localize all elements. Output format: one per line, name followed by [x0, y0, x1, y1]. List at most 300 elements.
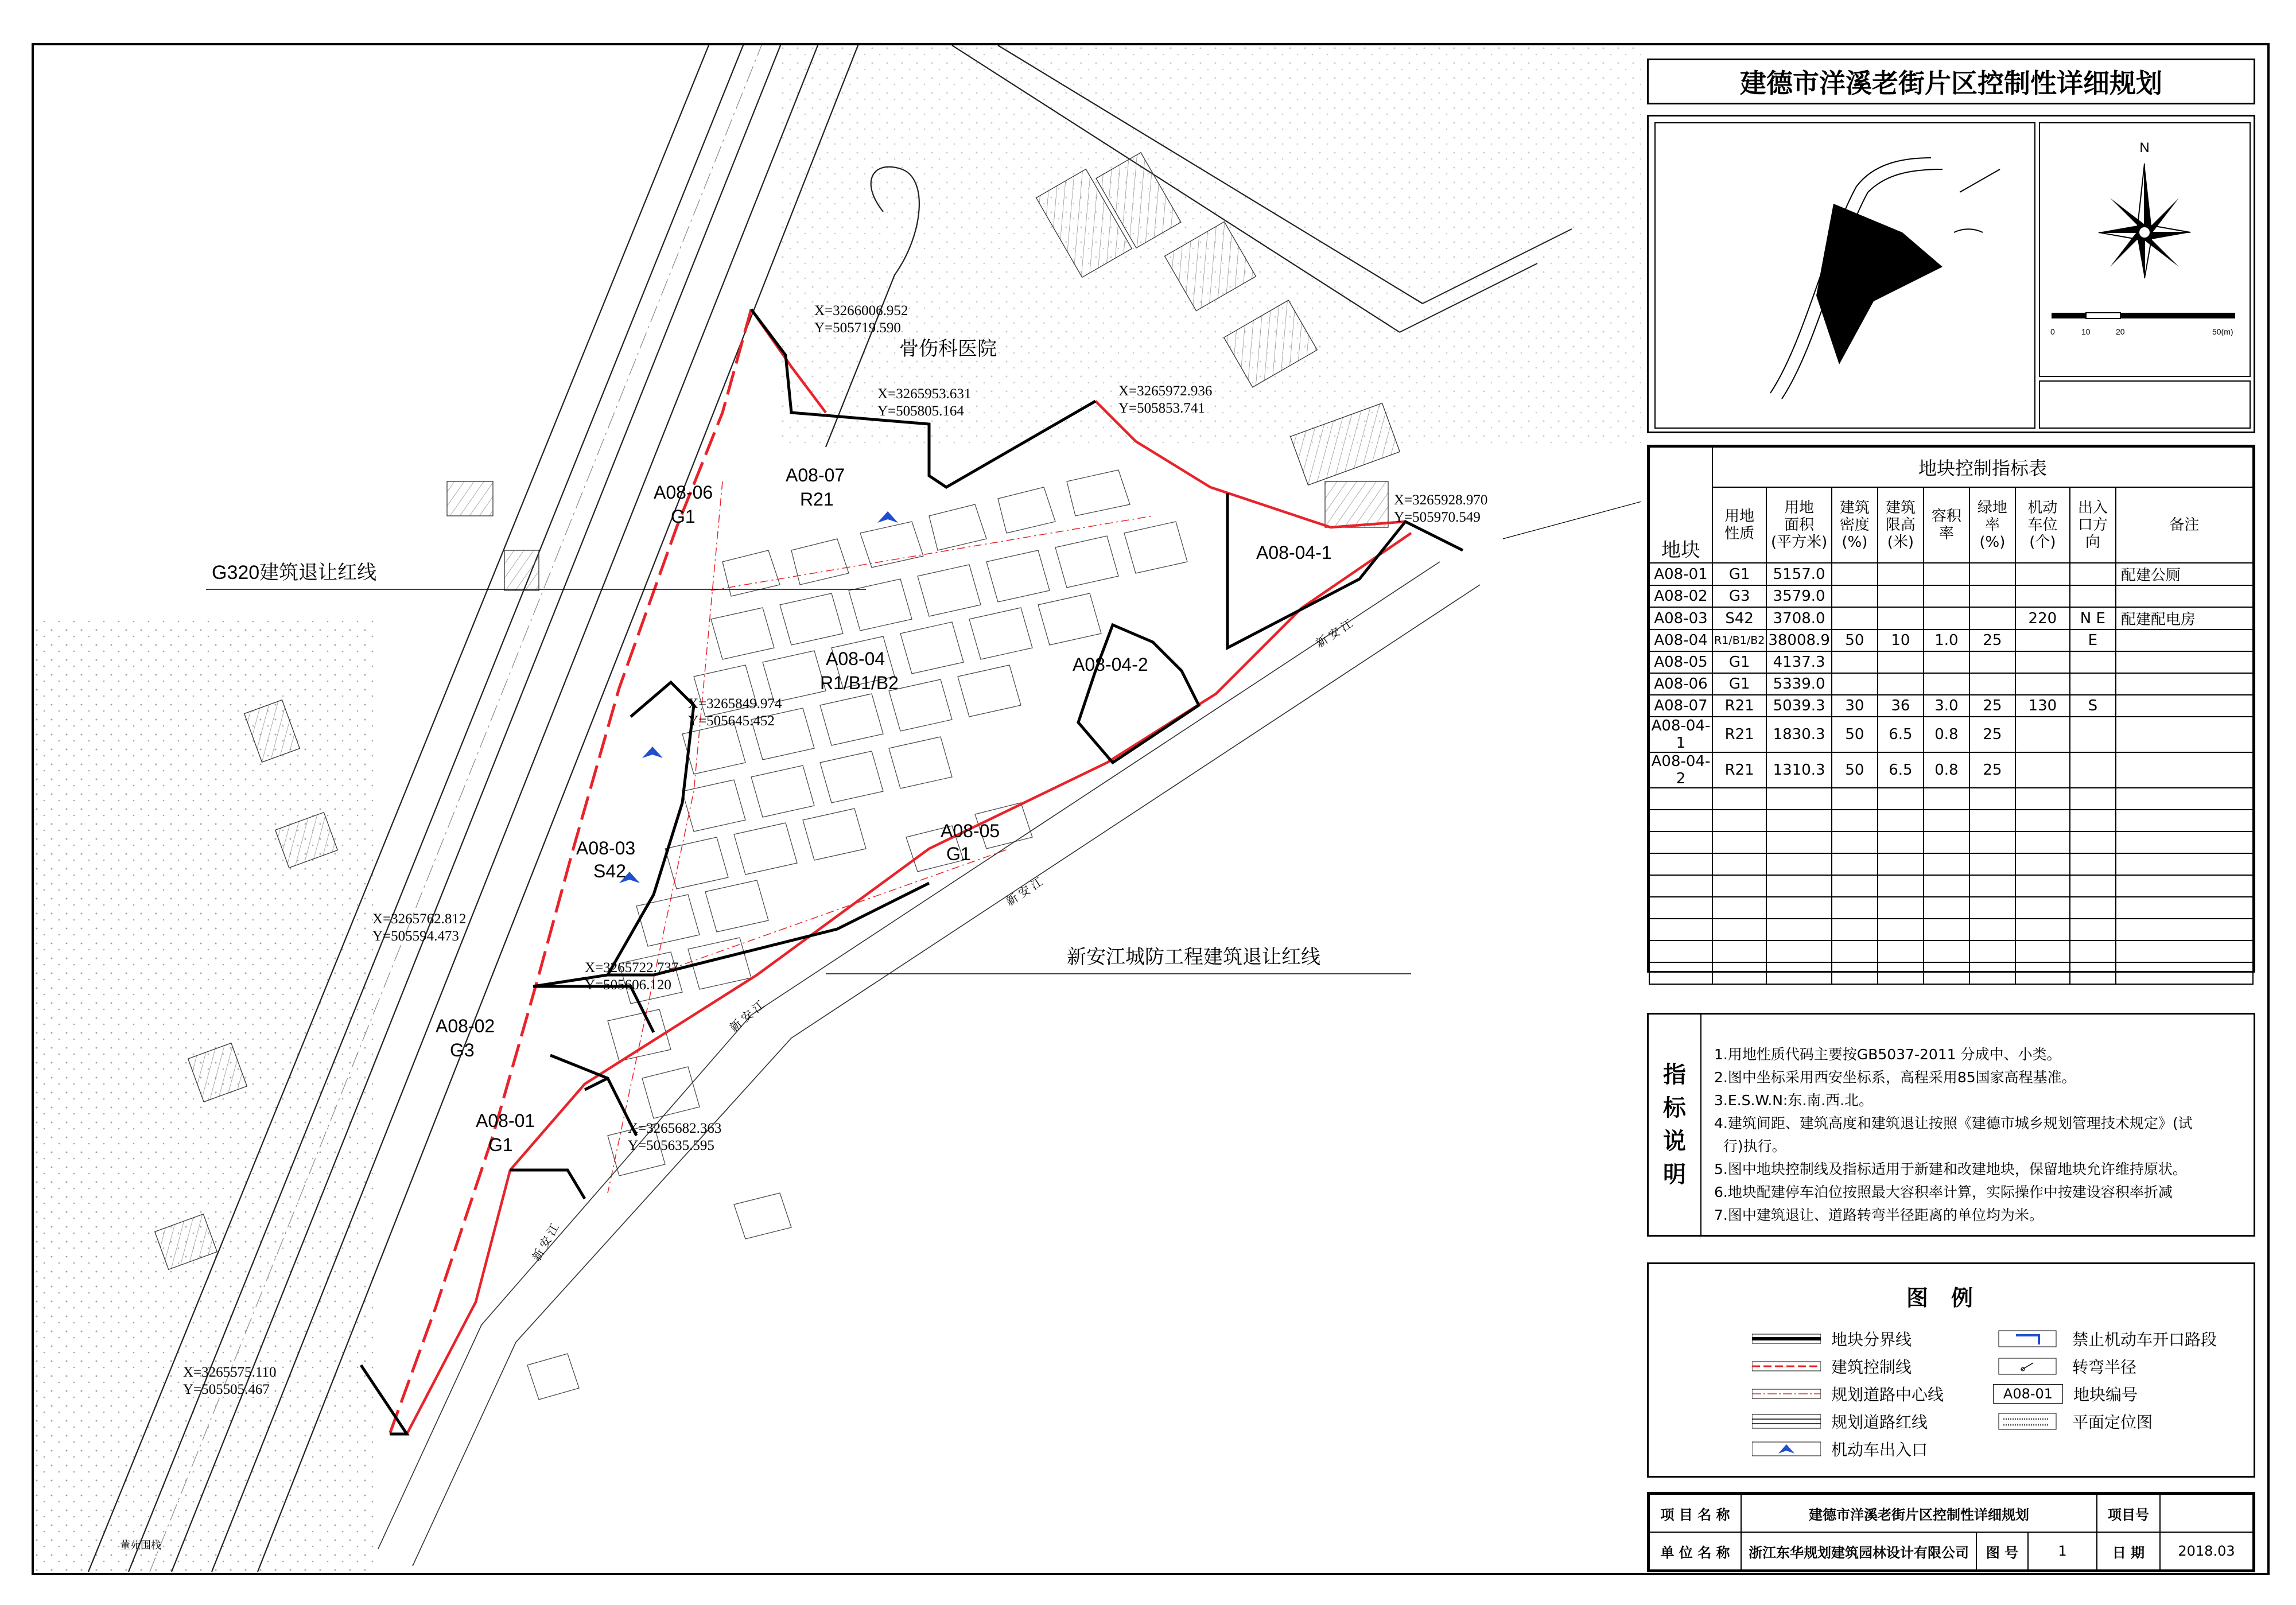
coord-6-y: Y=505594.473 [372, 928, 459, 944]
table-cell-empty [1878, 853, 1924, 875]
locator-blank-panel [2039, 380, 2251, 429]
table-cell: G1 [1712, 651, 1766, 673]
table-row [1649, 717, 2253, 752]
table-cell [1969, 673, 2015, 695]
table-cell-empty [1832, 810, 1878, 831]
table-cell-empty [2116, 853, 2253, 875]
blue-bracket-icon [1993, 1330, 2062, 1348]
legend-label: 机动车出入口 [1831, 1440, 1928, 1459]
north-arrow-panel [2039, 122, 2251, 377]
table-cell: 50 [1832, 717, 1878, 752]
table-cell: 25 [1969, 695, 2015, 717]
table-cell-empty [1832, 941, 1878, 962]
table-header-4: 容积 率 [1924, 487, 1969, 563]
table-header-0: 用地 性质 [1712, 487, 1766, 563]
table-cell-empty [1924, 897, 1969, 919]
location-map-svg [1656, 123, 2034, 428]
table-cell: 配建配电房 [2116, 607, 2253, 629]
table-cell: 1830.3 [1766, 717, 1832, 752]
table-cell [1878, 585, 1924, 607]
table-row-empty [1649, 853, 2253, 875]
table-cell [1924, 651, 1969, 673]
coord-4-y: Y=505970.549 [1394, 510, 1481, 525]
legend-label: 规划道路中心线 [1831, 1385, 1944, 1404]
legend-road-centerline [1752, 1382, 1944, 1405]
location-map [1654, 122, 2035, 429]
table-cell [2070, 673, 2116, 695]
table-cell: R21 [1712, 695, 1766, 717]
table-cell-empty [1712, 941, 1766, 962]
table-cell: 25 [1969, 752, 2015, 788]
compass-rose-icon [2099, 164, 2190, 278]
table-cell-empty [2015, 875, 2070, 897]
table-cell-empty [2116, 875, 2253, 897]
table-cell [1832, 585, 1878, 607]
river-label-1: 新 安 江 [1314, 617, 1355, 651]
table-cell: R1/B1/B2 [1712, 629, 1766, 651]
table-cell: 5039.3 [1766, 695, 1832, 717]
table-row [1649, 629, 2253, 651]
legend-label: 转弯半径 [2072, 1358, 2137, 1377]
table-cell-empty [1969, 853, 2015, 875]
table-cell-empty [1969, 875, 2015, 897]
coord-2-y: Y=505805.164 [877, 403, 964, 419]
table-cell-empty [2116, 831, 2253, 853]
table-cell-empty [1832, 962, 1878, 984]
table-cell [1969, 607, 2015, 629]
table-cell-empty [1766, 897, 1832, 919]
table-cell-empty [1649, 941, 1712, 962]
unit-name: 浙江东华规划建筑园林设计有限公司 [1741, 1532, 1976, 1570]
blue-triangle-icon [1752, 1440, 1821, 1458]
table-cell: A08-04-2 [1649, 752, 1712, 788]
notes-panel [1647, 1013, 2255, 1237]
coord-1-y: Y=505719.590 [814, 320, 901, 336]
parcel-code-a08-04-2: A08-04-2 [1073, 654, 1148, 675]
table-cell [1832, 673, 1878, 695]
table-cell [1924, 673, 1969, 695]
drawing-no-label: 图 号 [1976, 1532, 2028, 1570]
title-block-table [1649, 1494, 2254, 1571]
table-cell [1924, 585, 1969, 607]
table-cell [2015, 563, 2070, 585]
table-header-8: 备注 [2116, 487, 2253, 563]
table-cell [2015, 673, 2070, 695]
table-row [1649, 607, 2253, 629]
parcel-use-a08-03: S42 [593, 861, 626, 881]
table-cell: 3.0 [1924, 695, 1969, 717]
table-cell-empty [1924, 831, 1969, 853]
table-cell-empty [2070, 853, 2116, 875]
table-cell [1924, 563, 1969, 585]
parcel-boundaries [361, 309, 1463, 1434]
parcel-code-a08-01: A08-01 [476, 1110, 535, 1131]
coord-8-x: X=3265682.363 [628, 1121, 722, 1136]
table-cell [2116, 651, 2253, 673]
locator-leader-line [1503, 499, 1641, 539]
table-cell-empty [1878, 941, 1924, 962]
note-4: 4.建筑间距、建筑高度和建筑退让按照《建德市城乡规划管理技术规定》(试 [1714, 1115, 2193, 1132]
table-cell [2116, 585, 2253, 607]
table-cell: 0.8 [1924, 717, 1969, 752]
legend-parcel-boundary [1752, 1327, 1912, 1350]
table-header-6: 机动 车位 (个) [2015, 487, 2070, 563]
title-block [1647, 1492, 2255, 1572]
col-block-1: 地块 [1649, 447, 1712, 563]
coord-7-x: X=3265722.737 [585, 960, 679, 976]
planning-map [34, 45, 1641, 1573]
notes-list [1701, 1015, 2254, 1235]
table-cell-empty [2116, 810, 2253, 831]
table-cell: 0.8 [1924, 752, 1969, 788]
table-cell-empty [1649, 962, 1712, 984]
table-cell-empty [1924, 919, 1969, 941]
legend-label: 地块分界线 [1831, 1330, 1912, 1349]
table-cell [1969, 651, 2015, 673]
table-cell-empty [1924, 941, 1969, 962]
legend-building-control-line [1752, 1355, 1912, 1378]
table-cell-empty [1712, 897, 1766, 919]
table-cell [2116, 695, 2253, 717]
table-cell-empty [2116, 788, 2253, 810]
parcel-code-a08-06: A08-06 [654, 482, 713, 503]
river-label-4: 新 安 江 [530, 1221, 562, 1264]
table-cell: G1 [1712, 673, 1766, 695]
parcel-code-a08-07: A08-07 [786, 465, 845, 485]
project-name: 建德市洋溪老街片区控制性详细规划 [1741, 1494, 2097, 1532]
parcel-codes [436, 465, 1332, 1155]
table-cell: 50 [1832, 629, 1878, 651]
table-cell [2070, 585, 2116, 607]
table-cell: 50 [1832, 752, 1878, 788]
parcel-code-a08-04-1: A08-04-1 [1256, 542, 1332, 563]
legend-label: 规划道路红线 [1831, 1413, 1928, 1432]
table-row [1649, 752, 2253, 788]
table-cell [2116, 673, 2253, 695]
table-cell: A08-04-1 [1649, 717, 1712, 752]
drawing-date: 2018.03 [2160, 1532, 2253, 1570]
table-cell [2015, 752, 2070, 788]
scale-label-50: 50(m) [2212, 327, 2233, 336]
table-cell-empty [2070, 962, 2116, 984]
note-3: 3.E.S.W.N:东.南.西.北。 [1714, 1092, 1874, 1109]
table-cell-empty [2015, 962, 2070, 984]
notes-label-char-3: 说 [1663, 1128, 1686, 1155]
table-cell [2070, 717, 2116, 752]
table-cell-empty [1924, 962, 1969, 984]
table-cell-empty [1969, 810, 2015, 831]
table-cell: N E [2070, 607, 2116, 629]
table-cell: A08-04 [1649, 629, 1712, 651]
parcel-use-a08-05: G1 [946, 844, 971, 864]
table-cell: A08-07 [1649, 695, 1712, 717]
table-cell-empty [1969, 788, 2015, 810]
table-cell [1878, 673, 1924, 695]
river-label-3: 新 安 江 [728, 998, 767, 1035]
parcel-code-a08-05: A08-05 [941, 821, 1000, 841]
drawing-no: 1 [2028, 1532, 2097, 1570]
coord-9-y: Y=505505.467 [183, 1382, 270, 1397]
building-control-line-river [407, 309, 1411, 1434]
parcel-code-a08-04: A08-04 [826, 648, 885, 669]
thick-black-line-icon [1752, 1330, 1821, 1348]
legend-no-vehicle-opening [1993, 1327, 2217, 1350]
legend-road-redline [1752, 1410, 1928, 1433]
table-cell: 30 [1832, 695, 1878, 717]
table-cell-empty [1969, 919, 2015, 941]
coord-4-x: X=3265928.970 [1394, 492, 1488, 508]
table-cell-empty [2015, 788, 2070, 810]
table-cell: E [2070, 629, 2116, 651]
project-name-label: 项 目 名 称 [1649, 1494, 1741, 1532]
table-cell-empty [2116, 897, 2253, 919]
table-cell: 10 [1878, 629, 1924, 651]
table-cell-empty [1969, 897, 2015, 919]
table-cell-empty [1878, 875, 1924, 897]
table-cell: 1310.3 [1766, 752, 1832, 788]
north-arrow-svg [2040, 123, 2250, 376]
table-cell: R21 [1712, 752, 1766, 788]
table-header-1: 用地 面积 (平方米) [1766, 487, 1832, 563]
table-cell-empty [2015, 831, 2070, 853]
table-cell: G1 [1712, 563, 1766, 585]
table-cell-empty [1712, 788, 1766, 810]
table-cell-empty [1712, 810, 1766, 831]
table-cell: A08-05 [1649, 651, 1712, 673]
table-cell [1969, 563, 2015, 585]
coord-5-y: Y=505645.452 [688, 713, 775, 729]
table-row-empty [1649, 810, 2253, 831]
table-cell-empty [1712, 853, 1766, 875]
dash-dot-line-icon [1752, 1385, 1821, 1403]
table-cell-empty [1649, 853, 1712, 875]
note-5: 5.图中地块控制线及指标适用于新建和改建地块，保留地块允许维持原状。 [1714, 1161, 2187, 1177]
coord-8-y: Y=505635.595 [628, 1138, 714, 1153]
table-cell-empty [1969, 941, 2015, 962]
radius-icon [1993, 1357, 2062, 1375]
coord-2-x: X=3265953.631 [877, 386, 972, 402]
table-row [1649, 585, 2253, 607]
table-cell-empty [1649, 810, 1712, 831]
table-row-empty [1649, 941, 2253, 962]
table-cell-empty [2015, 853, 2070, 875]
date-label: 日 期 [2097, 1532, 2160, 1570]
table-cell-empty [1766, 853, 1832, 875]
table-cell-empty [2015, 919, 2070, 941]
hospital-label: 骨伤科医院 [899, 338, 997, 360]
table-cell: 5339.0 [1766, 673, 1832, 695]
table-cell: R21 [1712, 717, 1766, 752]
table-cell [2116, 629, 2253, 651]
notes-label [1649, 1015, 1701, 1235]
table-cell-empty [1649, 897, 1712, 919]
table-cell-empty [1969, 831, 2015, 853]
table-cell-empty [1878, 788, 1924, 810]
table-cell-empty [1832, 831, 1878, 853]
table-cell [2070, 651, 2116, 673]
double-thin-line-icon [1752, 1412, 1821, 1431]
table-cell-empty [1766, 941, 1832, 962]
table-cell-empty [1712, 962, 1766, 984]
table-row-empty [1649, 831, 2253, 853]
table-cell [1878, 563, 1924, 585]
legend-label: 禁止机动车开口路段 [2072, 1330, 2217, 1349]
table-cell-empty [1969, 962, 2015, 984]
table-cell [1878, 607, 1924, 629]
table-cell: A08-06 [1649, 673, 1712, 695]
table-cell-empty [2070, 919, 2116, 941]
table-cell: 25 [1969, 717, 2015, 752]
table-cell: 1.0 [1924, 629, 1969, 651]
table-cell [1924, 607, 1969, 629]
table-cell: 36 [1878, 695, 1924, 717]
table-cell-empty [2116, 919, 2253, 941]
scale-label-20: 20 [2116, 327, 2125, 336]
table-cell [2116, 752, 2253, 788]
table-cell-empty [1832, 853, 1878, 875]
table-cell [1832, 651, 1878, 673]
coord-5-x: X=3265849.974 [688, 696, 782, 712]
table-cell-empty [1649, 831, 1712, 853]
table-cell-empty [1878, 962, 1924, 984]
legend-label: 地块编号 [2073, 1385, 2138, 1404]
coord-7-y: Y=505606.120 [585, 977, 671, 993]
note-4-cont: 行)执行。 [1714, 1138, 1786, 1155]
table-cell-empty [1766, 831, 1832, 853]
table-cell: 38008.9 [1766, 629, 1832, 651]
table-cell: 3708.0 [1766, 607, 1832, 629]
table-row-empty [1649, 919, 2253, 941]
note-6: 6.地块配建停车泊位按照最大容积率计算，实际操作中按建设容积率折减 [1714, 1184, 2173, 1200]
coord-6-x: X=3265762.812 [372, 911, 467, 927]
table-cell-empty [2070, 941, 2116, 962]
table-cell-empty [1924, 875, 1969, 897]
table-cell-empty [1878, 810, 1924, 831]
table-cell: 220 [2015, 607, 2070, 629]
table-cell-empty [1649, 788, 1712, 810]
parcel-code-a08-02: A08-02 [436, 1016, 495, 1036]
table-row-empty [1649, 788, 2253, 810]
table-cell [1969, 585, 2015, 607]
table-cell: 4137.3 [1766, 651, 1832, 673]
site-location-fill [1816, 204, 1943, 364]
notes-label-char-2: 标 [1663, 1095, 1686, 1121]
note-2: 2.图中坐标采用西安坐标系，高程采用85国家高程基准。 [1714, 1069, 2076, 1086]
table-title: 地块控制指标表 [1712, 447, 2253, 487]
table-cell: 130 [2015, 695, 2070, 717]
legend-title: 图例 [1906, 1285, 1996, 1311]
table-header-2: 建筑 密度 (%) [1832, 487, 1878, 563]
table-cell: S [2070, 695, 2116, 717]
table-cell: S42 [1712, 607, 1766, 629]
legend-parcel-code [1993, 1382, 2138, 1405]
table-cell-empty [1924, 788, 1969, 810]
code-box-icon [1993, 1384, 2063, 1404]
table-header-7: 出入 口方 向 [2070, 487, 2116, 563]
project-no-label: 项目号 [2097, 1494, 2160, 1532]
legend-turning-radius [1993, 1355, 2136, 1378]
legend-vehicle-entrance [1752, 1437, 1928, 1460]
table-cell-empty [1766, 919, 1832, 941]
legend-label: 建筑控制线 [1831, 1358, 1912, 1377]
table-cell-empty [1649, 875, 1712, 897]
table-cell-empty [1878, 897, 1924, 919]
table-cell [2070, 752, 2116, 788]
table-cell-empty [1712, 919, 1766, 941]
river-edge [378, 562, 1440, 1549]
table-cell: A08-01 [1649, 563, 1712, 585]
notes-label-char-1: 指 [1663, 1062, 1686, 1088]
legend-panel [1647, 1262, 2255, 1478]
table-row [1649, 673, 2253, 695]
table-cell-empty [2070, 897, 2116, 919]
table-cell-empty [1832, 919, 1878, 941]
table-cell-empty [1766, 875, 1832, 897]
table-cell: 3579.0 [1766, 585, 1832, 607]
g320-annotation: G320建筑退让红线 [212, 562, 377, 584]
table-cell-empty [2070, 810, 2116, 831]
table-cell: 5157.0 [1766, 563, 1832, 585]
table-cell: G3 [1712, 585, 1766, 607]
table-cell: 配建公厕 [2116, 563, 2253, 585]
parcel-use-a08-06: G1 [671, 506, 696, 527]
xinanjiang-annotation: 新安江城防工程建筑退让红线 [1067, 946, 1320, 968]
table-cell-empty [1924, 810, 1969, 831]
table-cell-empty [2116, 941, 2253, 962]
table-cell-empty [2015, 941, 2070, 962]
table-cell: 6.5 [1878, 752, 1924, 788]
table-cell [1832, 563, 1878, 585]
locator-panel [1647, 115, 2255, 433]
table-cell-empty [2070, 831, 2116, 853]
table-cell-empty [2116, 962, 2253, 984]
parcel-code-a08-03: A08-03 [576, 838, 636, 858]
parcel-use-a08-01: G1 [488, 1134, 513, 1155]
table-row [1649, 563, 2253, 585]
coord-1-x: X=3266006.952 [814, 303, 908, 318]
parcel-use-a08-07: R21 [800, 489, 834, 510]
coord-sample-icon [1993, 1412, 2062, 1431]
table-cell [1878, 651, 1924, 673]
project-no [2160, 1494, 2253, 1532]
table-cell [2015, 717, 2070, 752]
table-cell-empty [1832, 897, 1878, 919]
table-cell-empty [1832, 788, 1878, 810]
table-cell-empty [1878, 919, 1924, 941]
table-header-3: 建筑 限高 (米) [1878, 487, 1924, 563]
unit-name-label: 单 位 名 称 [1649, 1532, 1741, 1570]
table-row [1649, 695, 2253, 717]
river-edge-2 [413, 585, 1480, 1566]
notes-label-char-4: 明 [1663, 1161, 1686, 1188]
table-header-5: 绿地 率 (%) [1969, 487, 2015, 563]
table-cell [2015, 585, 2070, 607]
drawing-title: 建德市洋溪老街片区控制性详细规划 [1647, 59, 2255, 104]
table-cell: 25 [1969, 629, 2015, 651]
table-cell [1832, 607, 1878, 629]
table-row [1649, 651, 2253, 673]
scale-bar [2050, 313, 2235, 336]
table-cell [2116, 717, 2253, 752]
coord-3-x: X=3265972.936 [1118, 383, 1213, 399]
scale-label-0: 0 [2050, 327, 2055, 336]
map-svg [34, 45, 1641, 1573]
table-cell-empty [1649, 919, 1712, 941]
code-sample: A08-01 [2003, 1386, 2053, 1402]
control-index-table-panel [1647, 445, 2255, 973]
building-control-line-g320 [390, 309, 751, 1434]
old-street-buildings [527, 470, 1187, 1400]
